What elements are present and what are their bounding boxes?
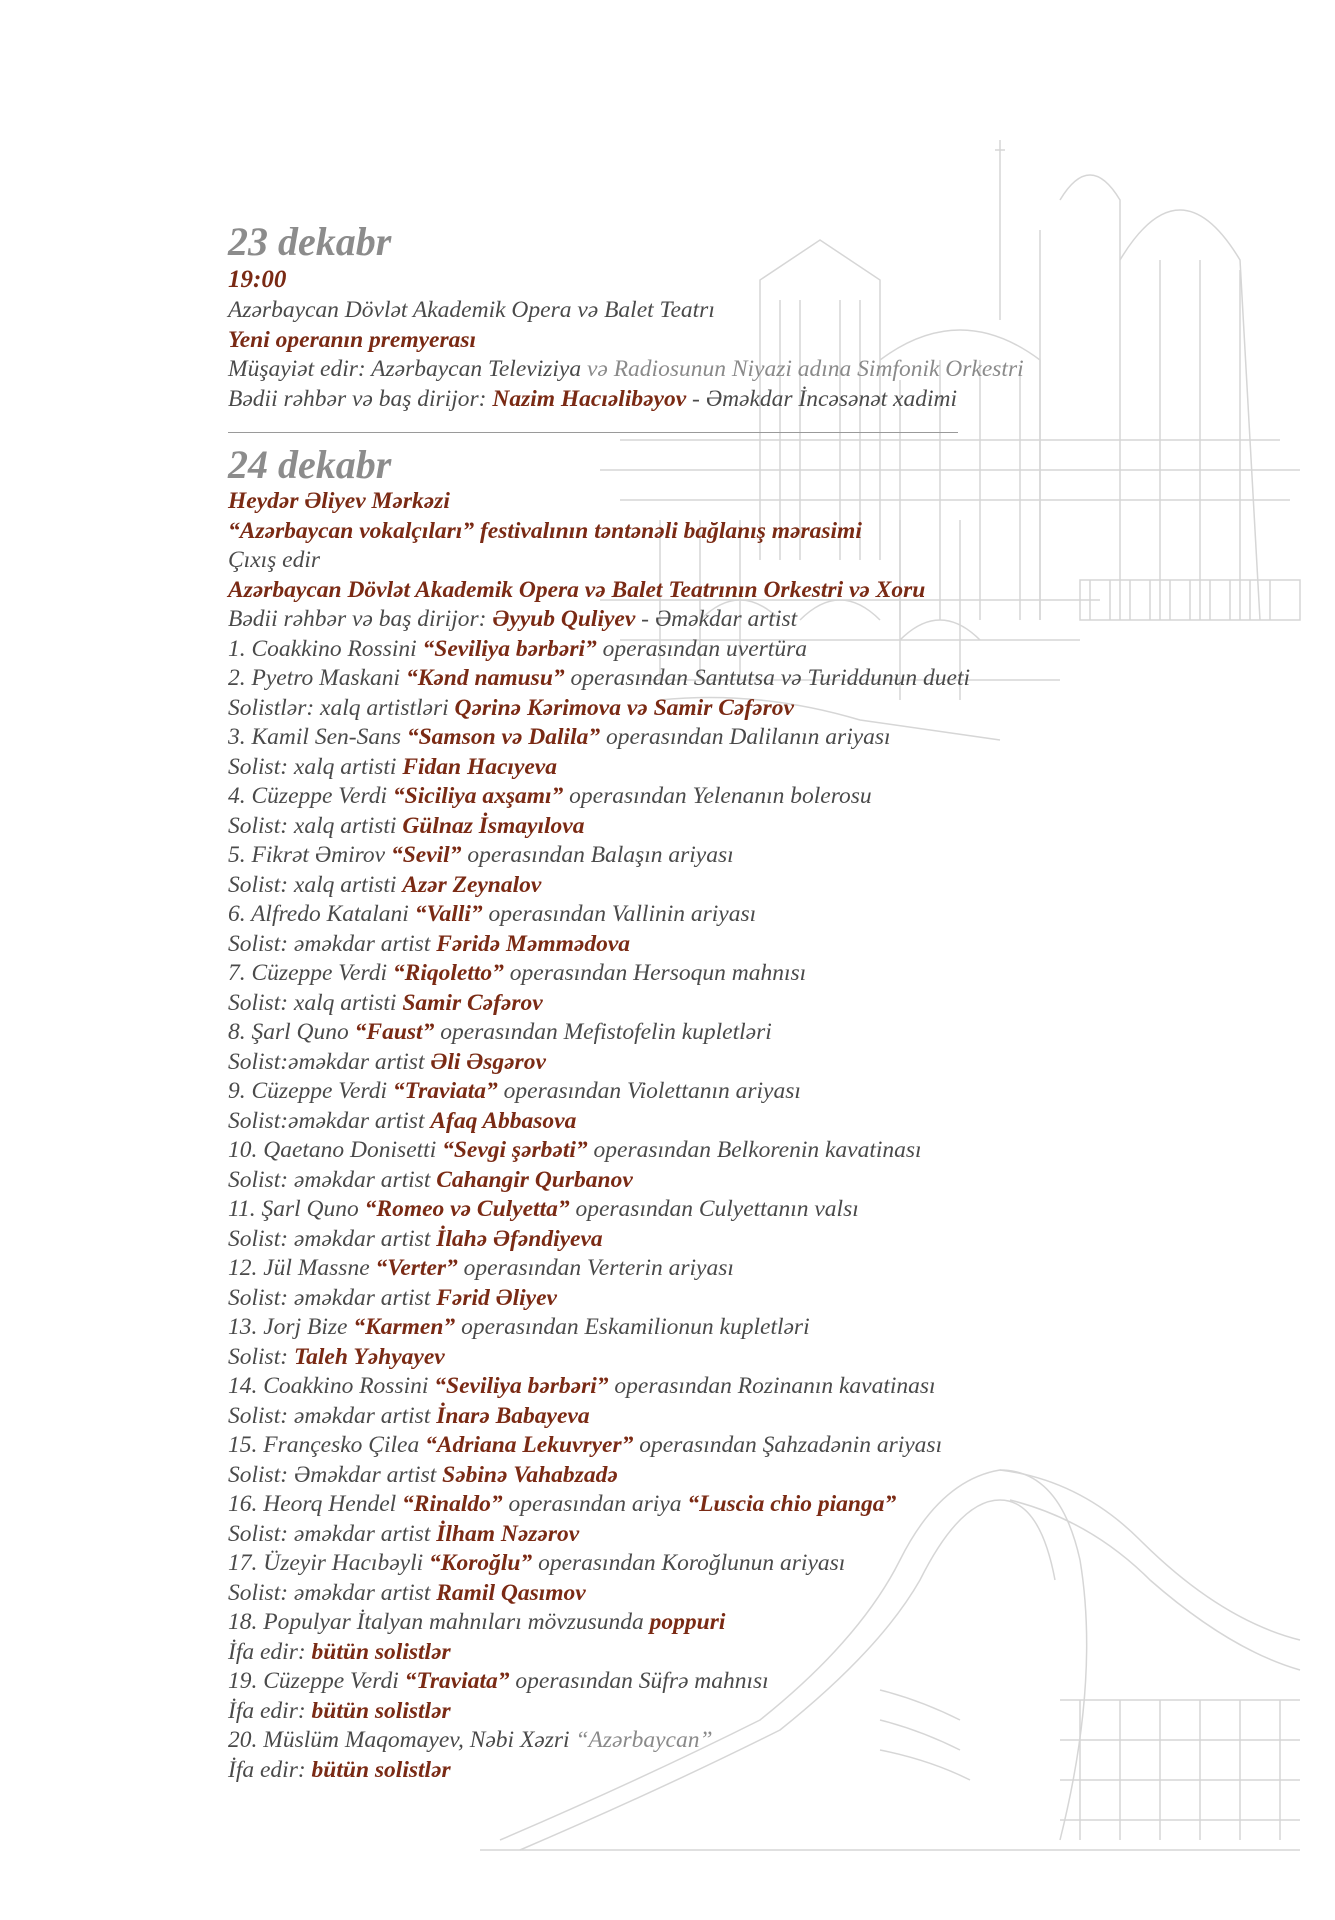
program-item — [228, 1490, 1248, 1520]
program-text: İfa edir: — [228, 1756, 312, 1783]
program-text: 7. Cüzeppe Verdi — [228, 960, 393, 986]
program-text: operasından Şahzadənin ariyası — [633, 1432, 943, 1458]
event-title-festival: “Azərbaycan vokalçıları” festivalının təntənəli bağlanış mərasimi — [228, 517, 862, 544]
program-text: operasından Eskamilionun kupletləri — [455, 1314, 810, 1340]
program-text: Solist: əməkdar artist — [228, 1579, 437, 1606]
program-text: operasından Mefistofelin kupletləri — [434, 1019, 772, 1045]
highlighted-text: Ramil Qasımov — [436, 1579, 586, 1606]
program-text: 20. Müslüm Maqomayev, Nəbi Xəzri — [228, 1727, 576, 1753]
highlighted-text: “Luscia chio pianga” — [687, 1491, 897, 1517]
highlighted-text: “Adriana Lekuvryer” — [425, 1432, 634, 1458]
highlighted-text: Fərid Əliyev — [436, 1284, 557, 1311]
program-item — [228, 1195, 1248, 1225]
director-label: Bədii rəhbər və baş dirijor: — [228, 606, 493, 632]
program-performer — [228, 1107, 1248, 1137]
program-item — [228, 1549, 1248, 1579]
program-performer — [228, 1638, 1248, 1668]
program-text: Solist:əməkdar artist — [228, 1048, 431, 1075]
director-label: Bədii rəhbər və baş dirijor: — [228, 385, 493, 412]
program-text: 3. Kamil Sen-Sans — [228, 724, 407, 750]
program-performer — [228, 930, 1248, 960]
program-item — [228, 782, 1248, 812]
highlighted-text: “Karmen” — [353, 1314, 456, 1340]
program-text: operasından Hersoqun mahnısı — [503, 960, 807, 986]
highlighted-text: “Kənd namusu” — [405, 665, 565, 691]
highlighted-text: “Samson və Dalila” — [406, 724, 601, 750]
program-text: 14. Coakkino Rossini — [228, 1373, 435, 1399]
program-text: Solist: əməkdar artist — [228, 1166, 437, 1193]
program-performer — [228, 1461, 1248, 1491]
program-item — [228, 1254, 1248, 1284]
director-line-2 — [228, 605, 1248, 635]
accompaniment-line — [228, 355, 1248, 385]
highlighted-text: poppuri — [649, 1609, 726, 1635]
program-text: operasından ariya — [502, 1491, 688, 1517]
program-performer — [228, 1579, 1248, 1609]
program-text: 5. Fikrət Əmirov — [228, 842, 391, 868]
program-performer — [228, 871, 1248, 901]
date-heading-23: 23 dekabr — [228, 219, 392, 264]
program-text: 10. Qaetano Donisetti — [228, 1137, 443, 1163]
event-time: 19:00 — [228, 266, 287, 293]
highlighted-text: Azər Zeynalov — [402, 871, 542, 898]
director-name: Nazim Hacıəlibəyov — [492, 385, 687, 412]
program-text: 2. Pyetro Maskani — [228, 665, 406, 691]
highlighted-text: “Sevgi şərbəti” — [442, 1137, 588, 1163]
program-text: 15. Françesko Çilea — [228, 1432, 426, 1458]
program-text: Solist:əməkdar artist — [228, 1107, 431, 1134]
program-performer — [228, 694, 1248, 724]
date-heading-24: 24 dekabr — [228, 442, 392, 487]
event-title-premiere: Yeni operanın premyerası — [228, 326, 477, 353]
highlighted-text: “Seviliya bərbəri” — [422, 635, 597, 662]
program-text: operasından Verterin ariyası — [457, 1255, 734, 1281]
program-performer — [228, 1284, 1248, 1314]
director-title: - Əməkdar artist — [635, 606, 798, 632]
director-name: Əyyub Quliyev — [492, 606, 636, 632]
highlighted-text: Səbinə Vahabzadə — [442, 1461, 618, 1488]
program-item — [228, 1667, 1248, 1697]
program-text: Solist: — [228, 1343, 294, 1370]
program-text: 6. Alfredo Katalani — [228, 901, 415, 927]
program-item — [228, 1372, 1248, 1402]
program-text: 19. Cüzeppe Verdi — [228, 1668, 405, 1694]
program-text: Solist: xalq artisti — [228, 989, 403, 1016]
highlighted-text: İlham Nəzərov — [436, 1520, 580, 1547]
highlighted-text: “Siciliya axşamı” — [392, 783, 564, 809]
program-text: operasından Rozinanın kavatinası — [608, 1373, 936, 1399]
program-text: operasından Balaşın ariyası — [461, 842, 734, 868]
program-text: Solist: xalq artisti — [228, 812, 403, 839]
highlighted-text: “Valli” — [414, 901, 483, 927]
program-text: operasından Dalilanın ariyası — [600, 724, 891, 750]
program-text: operasından Culyettanın valsı — [569, 1196, 859, 1222]
program-item — [228, 1018, 1248, 1048]
program-performer — [228, 1402, 1248, 1432]
highlighted-text: “Faust” — [354, 1019, 435, 1045]
program-text: 1. Coakkino Rossini — [228, 635, 423, 662]
section-divider — [228, 432, 958, 433]
program-text: Solist: əməkdar artist — [228, 1225, 437, 1252]
program-text: operasından Yelenanın bolerosu — [563, 783, 872, 809]
highlighted-text: Gülnaz İsmayılova — [402, 812, 585, 839]
program-text: operasından Süfrə mahnısı — [509, 1668, 769, 1694]
highlighted-text: Fidan Hacıyeva — [402, 753, 557, 780]
program-text: “Azərbaycan” — [575, 1727, 713, 1753]
highlighted-text: Samir Cəfərov — [402, 989, 543, 1016]
program-performer — [228, 1048, 1248, 1078]
program-text: Solistlər: xalq artistləri — [228, 694, 455, 721]
program-item — [228, 900, 1248, 930]
program-text: operasından Violettanın ariyası — [497, 1078, 801, 1104]
program-text: Solist: əməkdar artist — [228, 1402, 437, 1429]
highlighted-text: bütün solistlər — [311, 1697, 451, 1724]
highlighted-text: Taleh Yəhyayev — [293, 1343, 445, 1370]
highlighted-text: “Sevil” — [390, 842, 462, 868]
program-performer — [228, 753, 1248, 783]
program-text: Solist: xalq artisti — [228, 871, 403, 898]
program-item — [228, 959, 1248, 989]
program-text: Solist: xalq artisti — [228, 753, 403, 780]
program-text: Solist: Əməkdar artist — [228, 1461, 443, 1488]
highlighted-text: İlahə Əfəndiyeva — [436, 1225, 603, 1252]
program-text: 9. Cüzeppe Verdi — [228, 1078, 393, 1104]
highlighted-text: İnarə Babayeva — [436, 1402, 590, 1429]
highlighted-text: “Traviata” — [404, 1668, 510, 1694]
highlighted-text: “Seviliya bərbəri” — [434, 1373, 609, 1399]
highlighted-text: “Riqoletto” — [392, 960, 504, 986]
program-item — [228, 723, 1248, 753]
program-text: 17. Üzeyir Hacıbəyli — [228, 1550, 430, 1576]
program-text: operasından Koroğlunun ariyası — [532, 1550, 846, 1576]
program-performer — [228, 812, 1248, 842]
highlighted-text: “Verter” — [375, 1255, 458, 1281]
program-item — [228, 1726, 1248, 1756]
program-item — [228, 841, 1248, 871]
accompaniment-suffix: və Radiosunun Niyazi adına Simfonik Orkestri — [581, 356, 1024, 382]
program-item — [228, 1136, 1248, 1166]
program-text: operasından uvertüra — [596, 635, 807, 662]
program-list — [228, 635, 1248, 1786]
program-text: operasından Vallinin ariyası — [482, 901, 757, 927]
program-performer — [228, 1166, 1248, 1196]
program-item — [228, 664, 1248, 694]
program-text: Solist: əməkdar artist — [228, 1284, 437, 1311]
program-performer — [228, 1520, 1248, 1550]
highlighted-text: Fəridə Məmmədova — [436, 930, 631, 957]
highlighted-text: Qərinə Kərimova və Samir Cəfərov — [454, 694, 794, 721]
program-performer — [228, 1225, 1248, 1255]
highlighted-text: bütün solistlər — [311, 1638, 451, 1665]
highlighted-text: bütün solistlər — [311, 1756, 451, 1783]
highlighted-text: Əli Əsgərov — [430, 1048, 546, 1075]
program-text: operasından Belkorenin kavatinası — [587, 1137, 922, 1163]
program-item — [228, 635, 1248, 665]
director-title: - Əməkdar İncəsənət xadimi — [686, 385, 957, 412]
program-text: Solist: əməkdar artist — [228, 930, 437, 957]
program-text: 12. Jül Massne — [228, 1255, 376, 1281]
program-text: 4. Cüzeppe Verdi — [228, 783, 393, 809]
program-item — [228, 1313, 1248, 1343]
venue-heydar-aliyev: Heydər Əliyev Mərkəzi — [228, 488, 450, 514]
program-text: 13. Jorj Bize — [228, 1314, 354, 1340]
program-text: 8. Şarl Quno — [228, 1019, 355, 1045]
program-text: İfa edir: — [228, 1638, 312, 1665]
program-text: İfa edir: — [228, 1697, 312, 1724]
program-performer — [228, 989, 1248, 1019]
highlighted-text: Cahangir Qurbanov — [436, 1166, 633, 1193]
program-item — [228, 1077, 1248, 1107]
program-text: 11. Şarl Quno — [228, 1196, 365, 1222]
program-text: Solist: əməkdar artist — [228, 1520, 437, 1547]
program-text: 18. Populyar İtalyan mahnıları mövzusunda — [228, 1609, 650, 1635]
program-item — [228, 1608, 1248, 1638]
program-item — [228, 1431, 1248, 1461]
venue-opera: Azərbaycan Dövlət Akademik Opera və Balet Teatrı — [228, 297, 715, 323]
schedule-content — [228, 220, 1248, 1785]
program-performer — [228, 1697, 1248, 1727]
accompaniment-prefix: Müşayiət edir: Azərbaycan Televiziya — [228, 356, 582, 382]
highlighted-text: “Koroğlu” — [429, 1550, 533, 1576]
program-performer — [228, 1343, 1248, 1373]
highlighted-text: Afaq Abbasova — [430, 1107, 577, 1134]
highlighted-text: “Rinaldo” — [402, 1491, 503, 1517]
highlighted-text: “Romeo və Culyetta” — [364, 1196, 570, 1222]
program-text: operasından Santutsa və Turiddunun dueti — [564, 665, 971, 691]
program-performer — [228, 1756, 1248, 1786]
program-text: 16. Heorq Hendel — [228, 1491, 403, 1517]
performs-label: Çıxış edir — [228, 547, 321, 573]
director-line-1 — [228, 385, 1248, 415]
highlighted-text: “Traviata” — [392, 1078, 498, 1104]
orchestra-name: Azərbaycan Dövlət Akademik Opera və Balet Teatrının Orkestri və Xoru — [228, 576, 926, 603]
